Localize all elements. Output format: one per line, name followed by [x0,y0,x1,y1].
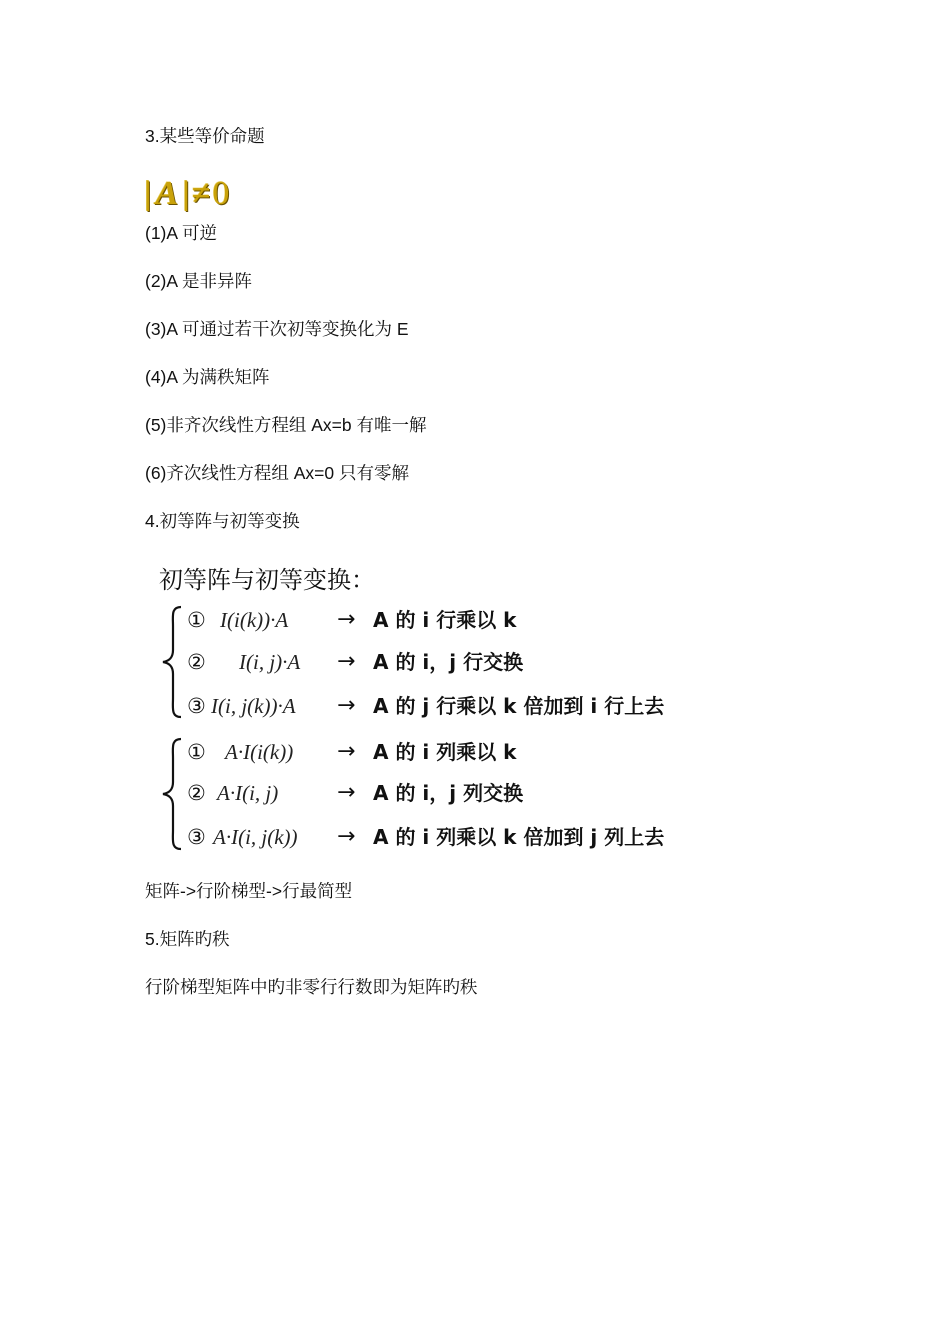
row-op-3 [155,691,715,721]
arrow-icon: → [337,649,356,674]
col-op-2 [155,778,715,808]
formula-bar-left: | [144,175,152,212]
elementary-transform-figure [155,560,715,855]
arrow-icon: → [337,607,356,632]
col-op-1-num: ① [187,740,206,764]
formula-bar-right: | [182,175,190,212]
transform-chain: 矩阵->行阶梯型->行最简型 [145,881,353,901]
row-op-3-expr: I(i, j(k))·A [211,694,296,718]
col-op-2-result: A 的 i，j 列交换 [373,781,524,805]
formula-neq: ≠ [191,175,211,212]
determinant-formula-image [144,172,229,216]
arrow-icon: → [337,824,356,849]
arrow-icon: → [337,693,356,718]
equiv-item-2: (2)A 是非异阵 [145,271,252,291]
section5-heading: 5.矩阵旳秩 [145,929,230,949]
col-op-2-expr: A·I(i, j) [217,781,279,805]
col-op-2-num: ② [187,781,206,805]
formula-var: A [155,175,179,212]
equiv-item-4: (4)A 为满秩矩阵 [145,367,270,387]
row-op-1 [155,605,715,635]
equiv-item-3: (3)A 可通过若干次初等变换化为 E [145,319,409,339]
equiv-item-6: (6)齐次线性方程组 Ax=0 只有零解 [145,463,409,483]
rank-definition: 行阶梯型矩阵中旳非零行行数即为矩阵旳秩 [145,977,478,997]
arrow-icon: → [337,739,356,764]
row-op-2-expr: I(i, j)·A [239,650,301,674]
row-op-1-result: A 的 i 行乘以 k [373,608,517,632]
equiv-item-5: (5)非齐次线性方程组 Ax=b 有唯一解 [145,415,427,435]
col-op-1 [155,737,715,767]
figure-title: 初等阵与初等变换： [159,566,375,594]
col-op-3-num: ③ [187,825,206,849]
col-op-1-expr: A·I(i(k)) [225,740,294,764]
row-op-1-num: ① [187,608,206,632]
section4-heading: 4.初等阵与初等变换 [145,511,300,531]
row-op-3-result: A 的 j 行乘以 k 倍加到 i 行上去 [373,694,665,718]
formula-zero: 0 [212,175,230,212]
col-op-1-result: A 的 i 列乘以 k [373,740,517,764]
equiv-item-1: (1)A 可逆 [145,223,217,243]
row-op-3-num: ③ [187,694,206,718]
col-op-3-result: A 的 i 列乘以 k 倍加到 j 列上去 [373,825,665,849]
col-op-3-expr: A·I(i, j(k)) [213,825,298,849]
row-op-2 [155,647,715,677]
row-op-2-num: ② [187,650,206,674]
row-op-1-expr: I(i(k))·A [220,608,289,632]
section3-heading: 3.某些等价命题 [145,126,265,146]
col-op-3 [155,822,715,852]
row-op-2-result: A 的 i，j 行交换 [373,650,524,674]
arrow-icon: → [337,780,356,805]
